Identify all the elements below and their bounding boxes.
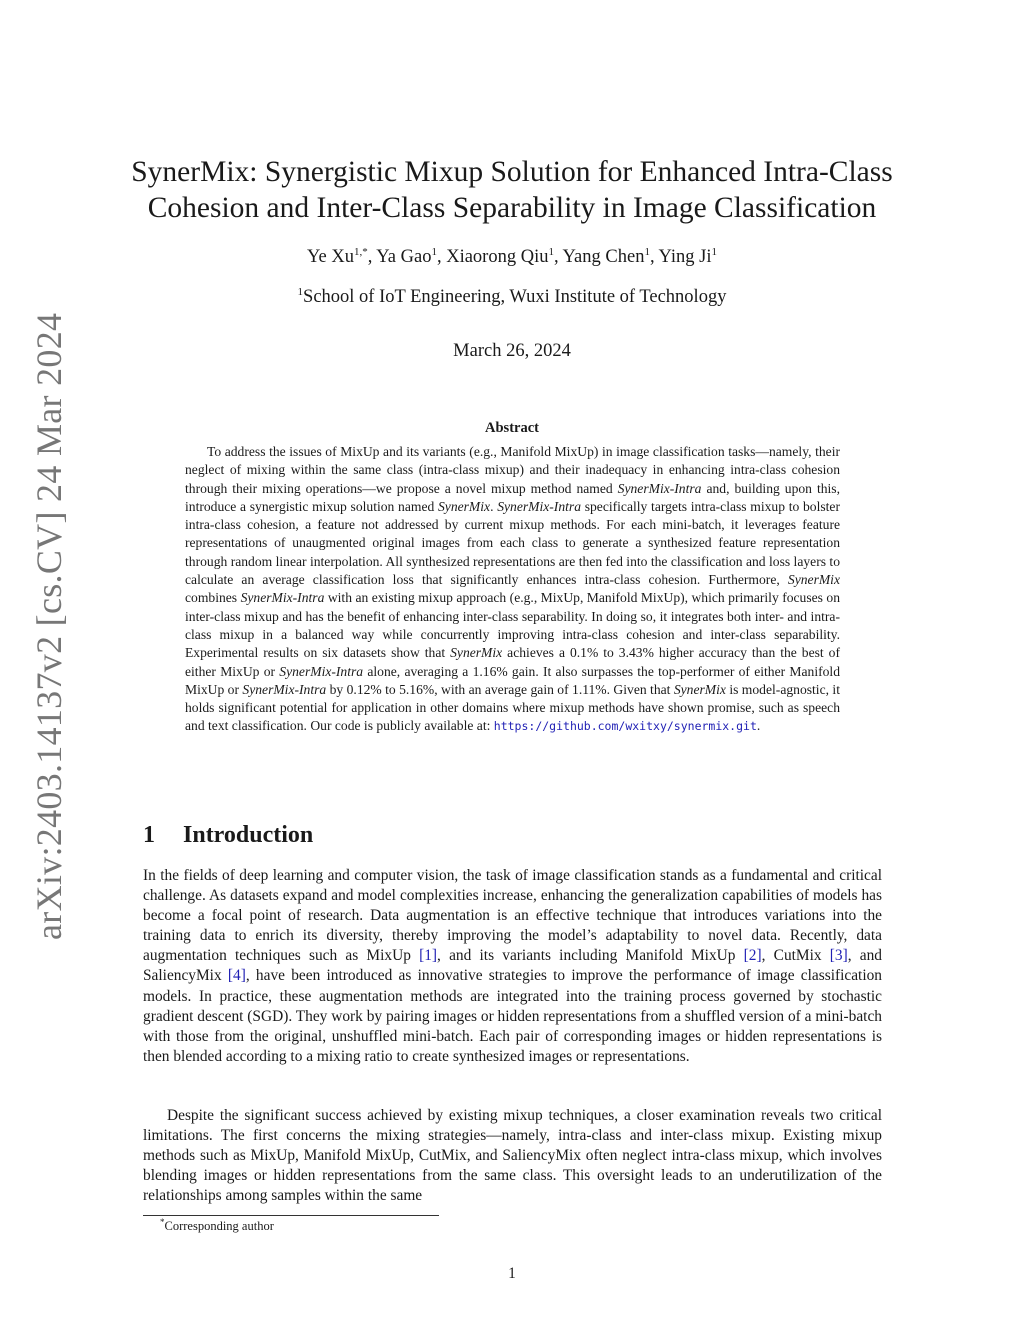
method-name: SynerMix-Intra: [279, 663, 364, 679]
abstract-text: To address the issues of MixUp and its variants (e.g., Manifold MixUp) in image classification tasks—namely, their neglect of mixing within the same class (intra-class mixup) and their inadequacy in enhancing intra-class cohesion through their mixing operations—we propose a novel mixup method named: [185, 444, 840, 496]
citation-link[interactable]: [2]: [743, 947, 762, 965]
paragraph-text: , and its variants including Manifold MixUp: [437, 947, 744, 965]
abstract-text: alone, averaging a 1.16% gain. It also surpasses the top-performer of either Manifold MixUp or: [185, 663, 840, 697]
code-repository-link[interactable]: https://github.com/wxitxy/synermix.git: [493, 719, 757, 734]
author-affiliation-mark: 1: [431, 246, 437, 258]
publication-date: March 26, 2024: [453, 341, 571, 361]
abstract-text: combines: [185, 590, 241, 606]
method-name: SynerMix: [673, 681, 726, 697]
author-name: Xiaorong Qiu: [446, 247, 549, 267]
author-separator: ,: [553, 247, 563, 267]
page-number: 1: [508, 1265, 516, 1282]
abstract-text: achieves a 0.1% to 3.43% higher accuracy than the best of either MixUp or: [185, 645, 840, 679]
citation-link[interactable]: [1]: [419, 947, 438, 965]
author-separator: ,: [436, 247, 447, 267]
affiliation-text: School of IoT Engineering, Wuxi Institute of Technology: [303, 287, 727, 307]
paragraph-text: In the fields of deep learning and computer vision, the task of image classification stands as a fundamental and critical challenge. As datasets expand and model complexities increase, enhancing the generalization capabilities of models has become a focal point of research. Data augmentation is an effective technique that introduces variations into the training data to enrich its diversity, thereby improving the model’s adaptability to novel data. Recently, data augmentation techniques such as MixUp: [143, 867, 882, 965]
abstract-heading: Abstract: [485, 420, 539, 436]
author-name: Ying Ji: [658, 247, 712, 267]
method-name: SynerMix: [450, 645, 503, 661]
abstract-text: specifically targets intra-class mixup to bolster intra-class cohesion, a feature not addressed by current mixup methods. For each mini-batch, it leverages feature representations of unaugmented original images from each class to generate a synthesized feature representation through random linear interpolation. All synthesized representations are then fed into the classification and loss layers to calculate an average classification loss that significantly enhances intra-class cohesion. Furthermore,: [185, 498, 840, 588]
abstract-text: .: [756, 718, 761, 734]
section-number: 1: [143, 822, 155, 848]
body-paragraph: [143, 866, 882, 1067]
abstract-body: [185, 443, 840, 736]
affiliation: [0, 287, 1024, 308]
body-paragraph: Despite the significant success achieved by existing mixup techniques, a closer examination reveals two critical limitations. The first concerns the mixing strategies—namely, intra-class and inter-class mixup. Existing mixup methods such as MixUp, Manifold MixUp, CutMix, and SaliencyMix often neglect intra-class mixup, which involves blending images or hidden representations from the same class. This oversight leads to an underutilization of the relationships among samples within the same: [143, 1107, 882, 1205]
affiliation-mark: 1: [297, 286, 304, 298]
method-name: SynerMix: [787, 572, 840, 588]
author-separator: ,: [649, 247, 659, 267]
abstract-text: by 0.12% to 5.16%, with an average gain of 1.11%. Given that: [326, 681, 674, 697]
abstract-text: and, building upon this, introduce a synergistic mixup solution named: [185, 480, 840, 514]
method-name: SynerMix-Intra: [242, 681, 327, 697]
paper-title: [120, 154, 904, 226]
method-name: SynerMix-Intra: [617, 480, 702, 496]
footnote-mark: *: [160, 1217, 165, 1227]
footnote: [160, 1219, 274, 1234]
author-name: Ye Xu: [307, 247, 354, 267]
method-name: SynerMix: [437, 498, 491, 514]
citation-link[interactable]: [4]: [227, 967, 246, 985]
author-name: Ya Gao: [376, 247, 432, 267]
author-affiliation-mark: 1,*: [353, 246, 368, 258]
author-affiliation-mark: 1: [548, 246, 554, 258]
footnote-text: Corresponding author: [164, 1219, 274, 1233]
section-heading: [143, 822, 313, 849]
paragraph-text: , CutMix: [761, 947, 830, 965]
title-line-1: SynerMix: Synergistic Mixup Solution for Enhanced Intra-Class: [131, 156, 893, 188]
method-name: SynerMix-Intra: [240, 590, 325, 606]
author-list: [0, 247, 1024, 268]
method-name: SynerMix-Intra: [497, 498, 581, 514]
author-affiliation-mark: 1: [711, 246, 717, 258]
author-separator: ,: [367, 247, 377, 267]
title-line-2: Cohesion and Inter-Class Separability in Image Classification: [147, 192, 877, 224]
abstract-text: .: [490, 498, 498, 514]
paragraph-text: , and SaliencyMix: [143, 947, 883, 985]
paragraph-text: , have been introduced as innovative strategies to improve the performance of image classification models. In practice, these augmentation methods are integrated into the training process governed by stochastic gradient descent (SGD). They work by pairing images or hidden representations from a shuffled version of a mini-batch with those from the original, unshuffled mini-batch. Each pair of corresponding images or hidden representations is then blended according to a mixing ratio to create synthesized images or representations.: [143, 967, 882, 1065]
author-affiliation-mark: 1: [644, 246, 650, 258]
footnote-divider: [143, 1215, 439, 1216]
author-name: Yang Chen: [562, 247, 645, 267]
citation-link[interactable]: [3]: [829, 947, 848, 965]
abstract-text: is model-agnostic, it holds significant potential for application in other domains where mixup methods have shown promise, such as speech and text classification. Our code is publicly available at:: [185, 681, 840, 734]
arxiv-identifier-stamp: arXiv:2403.14137v2 [cs.CV] 24 Mar 2024: [29, 312, 69, 940]
section-title: Introduction: [183, 822, 314, 848]
abstract-text: with an existing mixup approach (e.g., MixUp, Manifold MixUp), which primarily focuses on inter-class mixup and has the benefit of enhancing inter-class separability. In doing so, it integrates both inter- and intra-class mixup in a balanced way while concurrently improving intra-class cohesion and inter-class separability. Experimental results on six datasets show that: [185, 590, 841, 661]
